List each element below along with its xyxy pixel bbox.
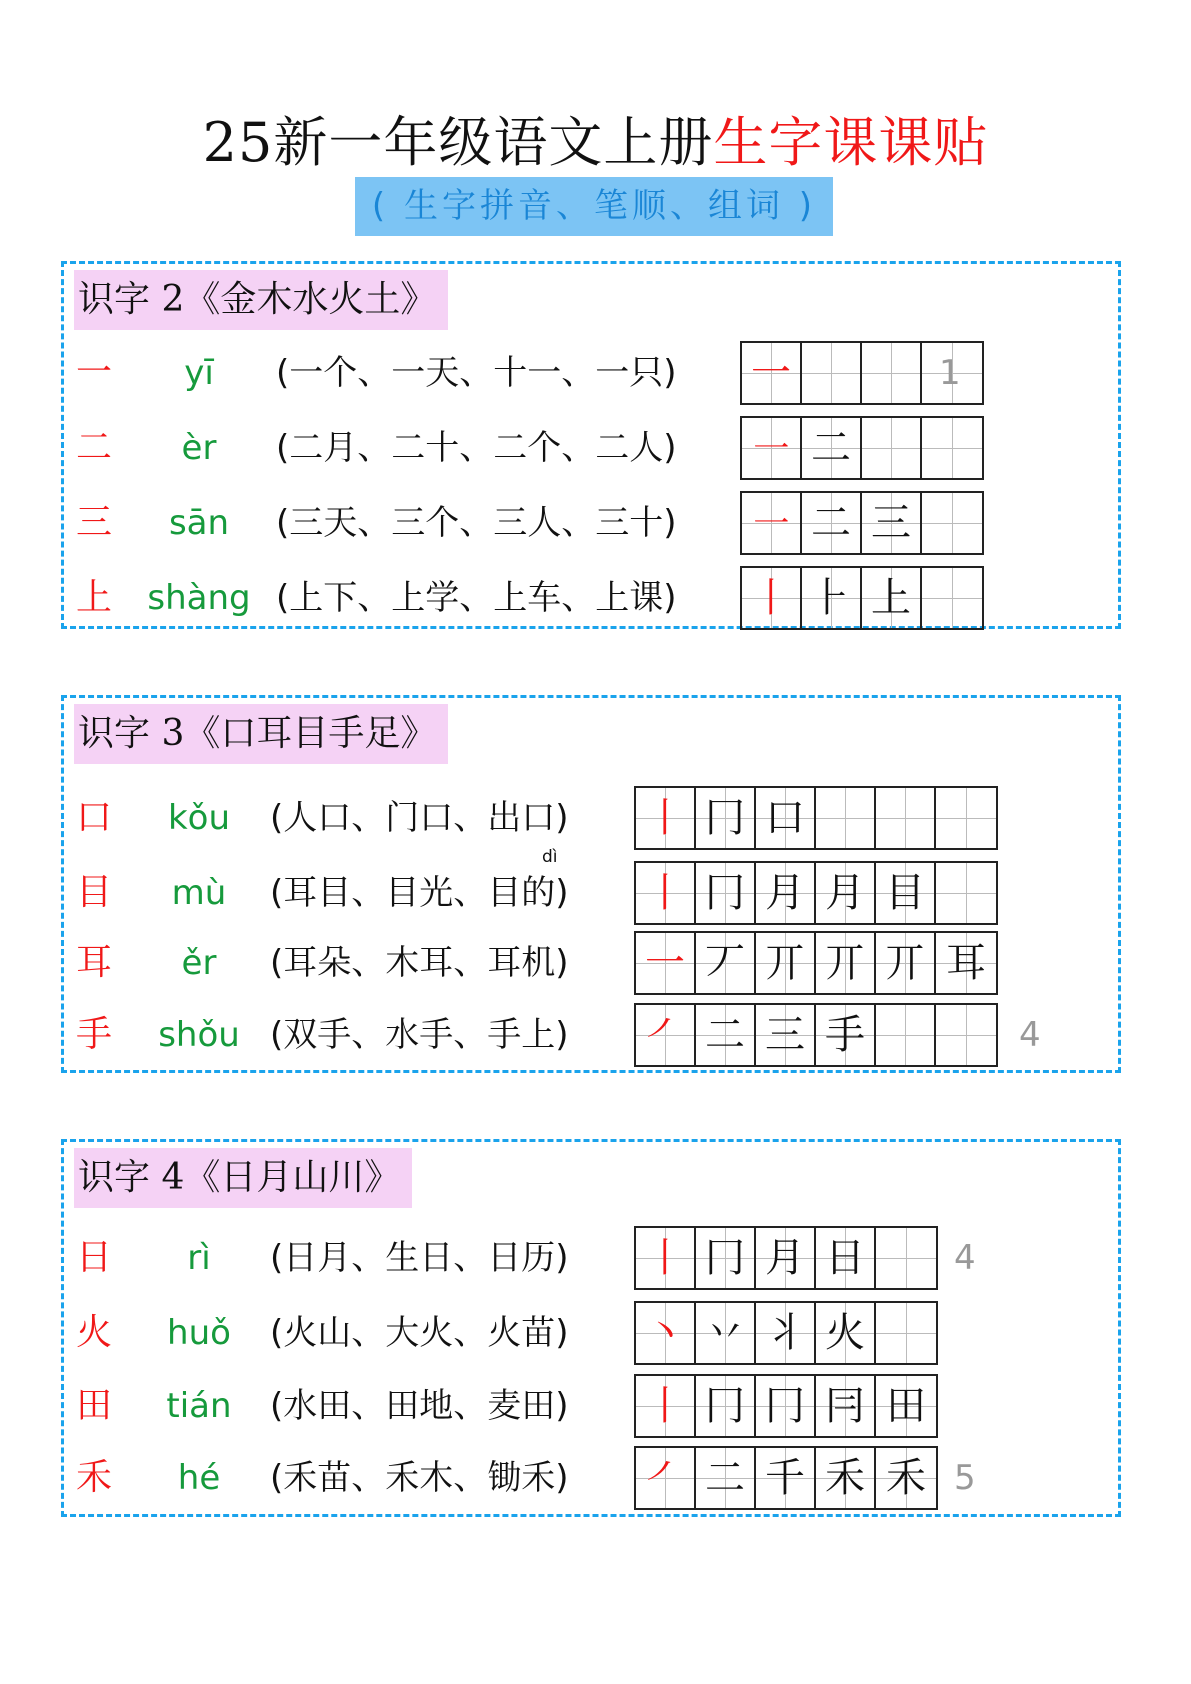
stroke-cell: 禾: [876, 1448, 936, 1508]
character-row: [64, 491, 1118, 555]
stroke-cell: 火: [816, 1303, 876, 1363]
character: 禾: [76, 1457, 113, 1498]
stroke-cell: [876, 788, 936, 848]
page-number: 5: [954, 1458, 976, 1498]
stroke-cell: [936, 1005, 996, 1065]
stroke-cell: ㇐: [742, 493, 802, 553]
character: 田: [76, 1385, 113, 1426]
stroke-cell: 口: [756, 788, 816, 848]
stroke-cell: 一: [742, 343, 802, 403]
word-list: (三天、三个、三人、三十): [276, 503, 677, 543]
stroke-cell: 田: [876, 1376, 936, 1436]
stroke-cell: 二: [696, 1005, 756, 1065]
stroke-cell: [876, 1303, 936, 1363]
stroke-order-grid: [740, 566, 984, 630]
character-row: [64, 786, 1118, 850]
stroke-cell: [862, 418, 922, 478]
stroke-cell: 丨: [636, 863, 696, 923]
stroke-cell: 目: [876, 863, 936, 923]
stroke-cell: 丌: [816, 933, 876, 993]
character: 手: [76, 1014, 113, 1055]
stroke-cell: 丌: [876, 933, 936, 993]
pinyin: shǒu: [158, 1015, 240, 1055]
stroke-cell: 冂: [696, 788, 756, 848]
character: 上: [76, 577, 113, 618]
section-title: 识字 2《金木水火土》: [74, 270, 448, 330]
character-row: [64, 931, 1118, 995]
word-list: (二月、二十、二个、二人): [276, 428, 677, 468]
character-row: [64, 1003, 1118, 1067]
stroke-cell: 月: [756, 863, 816, 923]
character-row: [64, 566, 1118, 630]
character: 三: [76, 502, 113, 543]
stroke-cell: 冃: [816, 1376, 876, 1436]
stroke-cell: 三: [756, 1005, 816, 1065]
character-row: [64, 1301, 1118, 1365]
word-list: (禾苗、禾木、锄禾): [270, 1458, 569, 1498]
stroke-cell: [802, 343, 862, 403]
character-row: [64, 847, 1118, 925]
pinyin: yī: [184, 353, 214, 393]
stroke-order-grid: [634, 931, 998, 995]
stroke-cell: 丷: [696, 1303, 756, 1363]
page-number: 1: [939, 353, 961, 393]
stroke-cell: 冂: [696, 1228, 756, 1288]
pinyin: shàng: [147, 578, 251, 618]
subtitle-banner: ( 生字拼音、笔顺、组词 ): [355, 177, 833, 236]
page-number: 4: [1019, 1015, 1041, 1055]
stroke-cell: 日: [816, 1228, 876, 1288]
word-list: (火山、大火、火苗): [270, 1313, 569, 1353]
stroke-cell: ㇒: [636, 1448, 696, 1508]
page-title: [0, 100, 1191, 177]
character: 火: [76, 1312, 113, 1353]
stroke-cell: 丨: [742, 568, 802, 628]
character: 耳: [76, 942, 113, 983]
stroke-cell: 三: [862, 493, 922, 553]
character-row: [64, 416, 1118, 480]
stroke-cell: 耳: [936, 933, 996, 993]
stroke-cell: [876, 1005, 936, 1065]
pinyin: tián: [166, 1386, 232, 1426]
stroke-cell: 丆: [696, 933, 756, 993]
stroke-cell: 月: [756, 1228, 816, 1288]
page-number: 4: [954, 1238, 976, 1278]
word-list: (耳朵、木耳、耳机): [270, 943, 569, 983]
stroke-cell: 丶: [636, 1303, 696, 1363]
word-list: (一个、一天、十一、一只): [276, 353, 677, 393]
stroke-order-grid: [634, 786, 998, 850]
stroke-order-grid: [634, 1446, 938, 1510]
stroke-cell: 手: [816, 1005, 876, 1065]
character: 口: [76, 797, 113, 838]
stroke-cell: [922, 568, 982, 628]
stroke-cell: 冂: [696, 863, 756, 923]
stroke-order-grid: [740, 416, 984, 480]
word-list: (水田、田地、麦田): [270, 1386, 569, 1426]
word-list: (双手、水手、手上): [270, 1015, 569, 1055]
stroke-cell: [862, 343, 922, 403]
pinyin-annotation: dì: [542, 847, 558, 867]
stroke-order-grid: [634, 1374, 938, 1438]
stroke-order-grid: [634, 861, 998, 925]
character: 二: [76, 427, 113, 468]
title-red: 生字课课贴: [713, 111, 989, 174]
section-shizi-2: [61, 261, 1121, 629]
stroke-cell: [816, 788, 876, 848]
stroke-cell: [936, 863, 996, 923]
stroke-cell: ㇒: [636, 1005, 696, 1065]
character: 一: [76, 352, 113, 393]
section-shizi-4: [61, 1139, 1121, 1517]
stroke-cell: [936, 788, 996, 848]
title-black: 25新一年级语文上册: [202, 111, 714, 174]
word-list: (上下、上学、上车、上课): [276, 578, 677, 618]
stroke-cell: 千: [756, 1448, 816, 1508]
pinyin: hé: [177, 1458, 221, 1498]
stroke-cell: [876, 1228, 936, 1288]
stroke-order-grid: [634, 1003, 998, 1067]
stroke-cell: 冂: [696, 1376, 756, 1436]
stroke-cell: 月: [816, 863, 876, 923]
stroke-cell: [922, 493, 982, 553]
stroke-cell: 丨: [636, 1228, 696, 1288]
stroke-cell: 丌: [756, 933, 816, 993]
pinyin: rì: [187, 1238, 211, 1278]
stroke-cell: 一: [636, 933, 696, 993]
pinyin: èr: [181, 428, 217, 468]
stroke-cell: 丨: [636, 788, 696, 848]
stroke-cell: 二: [802, 418, 862, 478]
stroke-cell: [922, 418, 982, 478]
word-list: (日月、生日、日历): [270, 1238, 569, 1278]
stroke-cell: ㇐: [742, 418, 802, 478]
stroke-cell: 二: [802, 493, 862, 553]
stroke-order-grid: [740, 491, 984, 555]
word-list: (耳目、目光、目的): [270, 873, 569, 913]
stroke-cell: 丬: [756, 1303, 816, 1363]
character: 目: [76, 872, 113, 913]
stroke-cell: 禾: [816, 1448, 876, 1508]
character-row: [64, 1374, 1118, 1438]
section-shizi-3: [61, 695, 1121, 1073]
stroke-order-grid: [634, 1226, 938, 1290]
stroke-cell: ⺊: [802, 568, 862, 628]
pinyin: kǒu: [167, 798, 231, 838]
stroke-order-grid: [634, 1301, 938, 1365]
pinyin: sān: [168, 503, 230, 543]
stroke-cell: 上: [862, 568, 922, 628]
pinyin: ěr: [181, 943, 217, 983]
pinyin: mù: [171, 873, 227, 913]
stroke-cell: 冂: [756, 1376, 816, 1436]
stroke-cell: 二: [696, 1448, 756, 1508]
pinyin: huǒ: [167, 1313, 231, 1353]
stroke-cell: 丨: [636, 1376, 696, 1436]
section-title: 识字 3《口耳目手足》: [74, 704, 448, 764]
character: 日: [76, 1237, 113, 1278]
word-list: (人口、门口、出口): [270, 798, 569, 838]
section-title: 识字 4《日月山川》: [74, 1148, 412, 1208]
